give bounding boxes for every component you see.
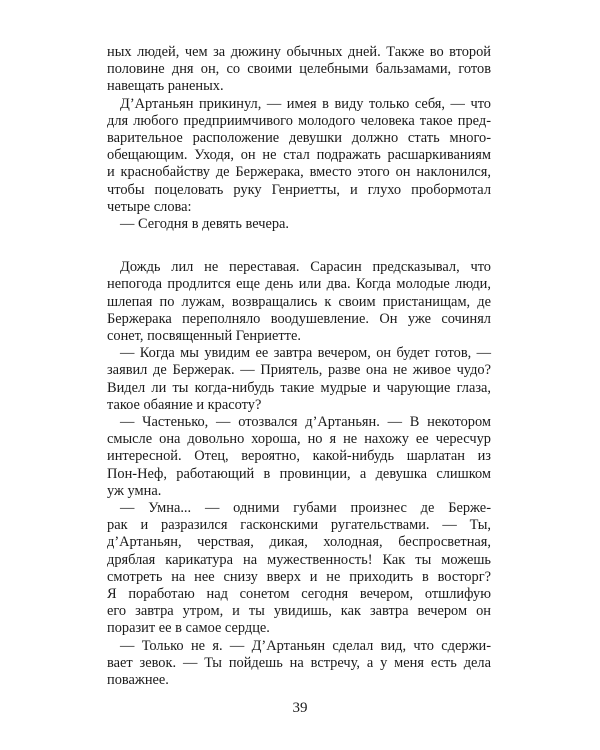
text-line: вает зевок. — Ты пойдешь на встречу, а у меня есть дела	[107, 654, 491, 671]
text-line: непогода продлится еще день или два. Когда молодые люди,	[107, 276, 491, 293]
text-line: обещающим. Уходя, он не стал подражать расшаркиваниям	[107, 147, 491, 164]
text-line: для любого предприимчивого молодого человека такое пред-	[107, 112, 491, 129]
text-line: чтобы поцеловать руку Генриетты, и глухо пробормотал	[107, 181, 491, 198]
text-line: дряблая карикатура на мужественность! Как ты можешь	[107, 551, 491, 568]
page-number: 39	[292, 700, 308, 716]
text-line: поразит ее в самое сердце.	[107, 620, 270, 637]
text-line: сонет, посвященный Генриетте.	[107, 328, 301, 344]
text-line: д’Артаньян, черствая, дикая, холодная, беспросветная,	[107, 534, 491, 551]
text-line: — Сегодня в девять вечера.	[120, 216, 290, 232]
text-line: Бержерака переполняло воодушевление. Он уже сочинял	[107, 310, 491, 327]
text-line: четыре слова:	[107, 198, 192, 215]
text-line: смотреть на нее снизу вверх и не приходить в восторг?	[107, 568, 491, 585]
text-line: навещать раненых.	[107, 78, 224, 95]
text-line: Пон-Неф, работающий в провинции, а девушка слишком	[107, 465, 491, 482]
text-line: шлепая по лужам, возвращались к своим пристанищам, де	[107, 293, 491, 310]
text-line: Видел ли ты когда-нибудь такие мудрые и чарующие глаза,	[107, 379, 491, 396]
text-line: — Только не я. — Д’Артаньян сделал вид, что сдержи-	[120, 637, 491, 654]
text-line: Д’Артаньян прикинул, — имея в виду только себя, — что	[120, 95, 491, 112]
text-line: Я поработаю над сонетом сегодня вечером, отшлифую	[107, 586, 491, 602]
text-line: ных людей, чем за дюжину обычных дней. Также во второй	[107, 44, 491, 60]
text-line: поважнее.	[107, 672, 169, 688]
text-line: варительное расположение девушки должно стать много-	[107, 130, 491, 146]
text-line: половине дня он, со своими целебными бальзамами, готов	[107, 61, 491, 78]
text-line: — Когда мы увидим ее завтра вечером, он будет готов, —	[120, 345, 491, 362]
text-line: Дождь лил не переставая. Сарасин предсказывал, что	[120, 259, 491, 276]
text-line: и краснобайству де Бержерака, вместо этого он наклонился,	[107, 164, 491, 181]
text-line: его завтра утром, и ты увидишь, как завтра вечером он	[107, 603, 491, 620]
text-line: уж умна.	[107, 482, 162, 499]
text-line: заявил де Бержерак. — Приятель, разве она не живое чудо?	[107, 362, 491, 379]
text-line: смысле она довольно хороша, но я не нахожу ее чересчур	[107, 431, 491, 448]
text-line: — Частенько, — отозвался д’Артаньян. — В некотором	[120, 414, 491, 430]
text-line: рак и разразился гасконскими ругательствами. — Ты,	[107, 517, 491, 534]
text-line: такое обаяние и красоту?	[107, 396, 262, 413]
text-line: интересной. Отец, вероятно, какой-нибудь шарлатан из	[107, 448, 491, 465]
text-line: — Умна... — одними губами произнес де Берже-	[120, 500, 491, 516]
